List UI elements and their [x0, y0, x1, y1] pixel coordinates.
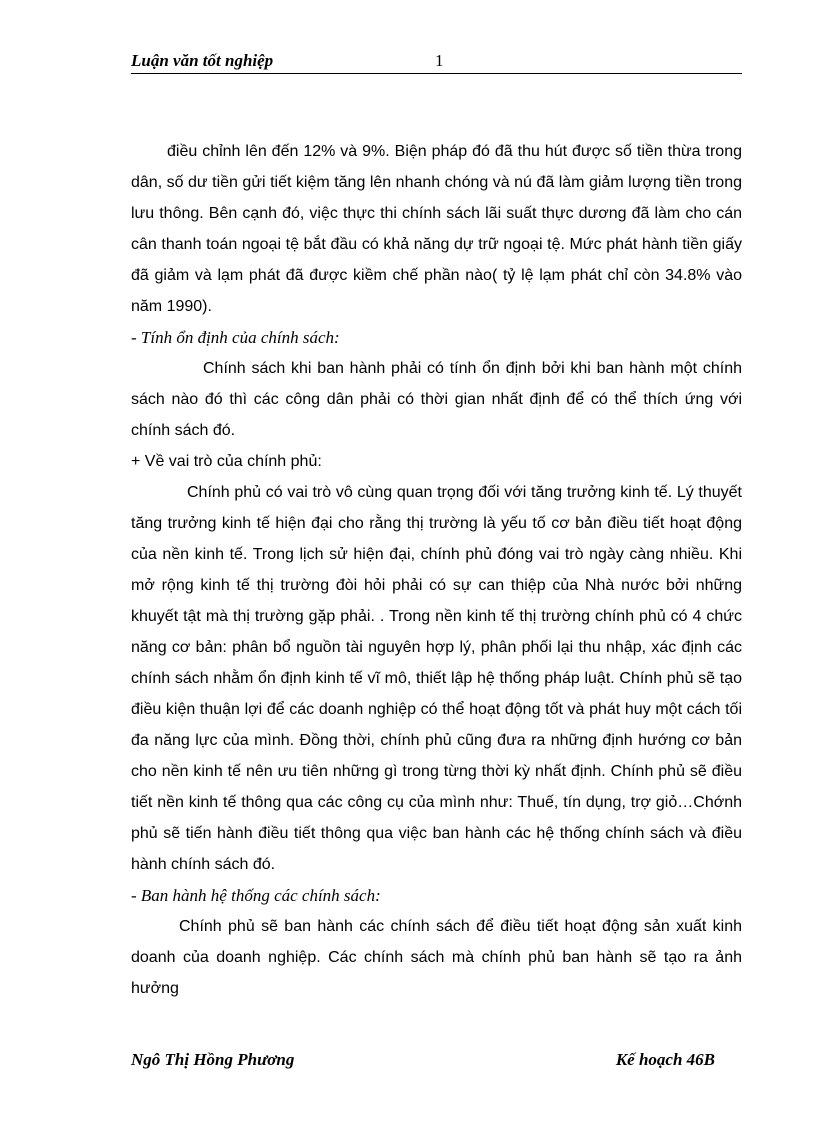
paragraph-interest-rate: điều chỉnh lên đến 12% và 9%. Biện pháp đó đã thu hút được số tiền thừa trong dân, số dư tiền gửi tiết kiệm tăng lên nhanh chóng và nú đã làm giảm lượng tiền trong lưu thông. Bên cạnh đó, việc thực thi chính sách lãi suất thực dương đã làm cho cán cân thanh toán ngoại tệ bắt đầu có khả năng dự trữ ngoại tệ. Mức phát hành tiền giấy đã giảm và lạm phát đã được kiềm chế phần nào( tỷ lệ lạm phát chỉ còn 34.8% vào năm 1990).	[131, 143, 742, 315]
document-body	[131, 136, 742, 1004]
paragraph-policy-stability: Chính sách khi ban hành phải có tính ổn định bởi khi ban hành một chính sách nào đó thì các công dân phải có thời gian nhất định để có thể thích ứng với chính sách đó.	[131, 360, 742, 439]
page-footer	[131, 1050, 715, 1074]
class-name: Kế hoạch 46B	[615, 1050, 715, 1069]
author-name: Ngô Thị Hồng Phương	[131, 1050, 295, 1069]
paragraph-policy-system: Chính phủ sẽ ban hành các chính sách để điều tiết hoạt động sản xuất kinh doanh của doanh nghiệp. Các chính sách mà chính phủ ban hành sẽ tạo ra ảnh hưởng	[131, 918, 742, 997]
section-heading-policy-stability: - Tính ổn định của chính sách:	[131, 328, 340, 347]
page-header	[131, 51, 742, 73]
paragraph-government-role: Chính phủ có vai trò vô cùng quan trọng đối với tăng trưởng kinh tế. Lý thuyết tăng trưởng kinh tế hiện đại cho rằng thị trường là yếu tố cơ bản điều tiết hoạt động của nền kinh tế. Trong lịch sử hiện đại, chính phủ đóng vai trò ngày càng nhiều. Khi mở rộng kinh tế thị trường đòi hỏi phải có sự can thiệp của Nhà nước bởi những khuyết tật mà thị trường gặp phải. . Trong nền kinh tế thị trường chính phủ có 4 chức năng cơ bản: phân bổ nguồn tài nguyên hợp lý, phân phối lại thu nhập, xác định các chính sách nhằm ổn định kinh tế vĩ mô, thiết lập hệ thống pháp luật. Chính phủ sẽ tạo điều kiện thuận lợi để các doanh nghiệp có thể hoạt động tốt và phát huy một cách tối đa năng lực của mình. Đồng thời, chính phủ cũng đưa ra những định hướng cơ bản cho nền kinh tế nên ưu tiên những gì trong từng thời kỳ nhất định. Chính phủ sẽ điều tiết nền kinh tế thông qua các công cụ của mình như: Thuế, tín dụng, trợ giỏ…Chớnh phủ sẽ tiến hành điều tiết thông qua việc ban hành các hệ thống chính sách và điều hành chính sách đó.	[131, 484, 742, 873]
section-heading-policy-system: - Ban hành hệ thống các chính sách:	[131, 886, 381, 905]
header-divider	[131, 73, 742, 74]
page-number: 1	[435, 51, 444, 70]
document-title: Luận văn tốt nghiệp	[131, 51, 274, 70]
section-heading-government-role: + Về vai trò của chính phủ:	[131, 453, 322, 470]
